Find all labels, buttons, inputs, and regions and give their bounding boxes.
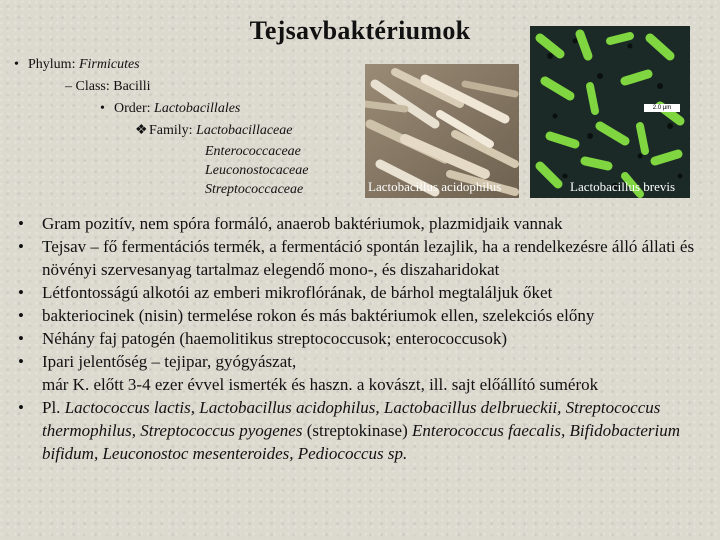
list-item: • Létfontosságú alkotói az emberi mikroflórának, de bárhol megtaláljuk őket <box>18 281 708 304</box>
diamond-bullet-icon: ❖ <box>135 123 148 138</box>
phylum-value: Firmicutes <box>78 57 140 72</box>
taxonomy-class: – Class: Bacilli <box>65 79 151 94</box>
list-item: • Ipari jelentőség – tejipar, gyógyászat, már K. előtt 3-4 ezer évvel ismerték és haszn. a kovászt, ill. sajt előállító sumérok <box>18 350 708 396</box>
family-value: Leuconostocaceae <box>205 163 309 178</box>
family-value: Lactobacillaceae <box>196 123 293 138</box>
order-value: Lactobacillales <box>154 101 241 116</box>
slide-title: Tejsavbaktériumok <box>249 16 471 45</box>
lactobacillus-acidophilus-image <box>365 64 519 198</box>
list-item: • Néhány faj patogén (haemolitikus streptococcusok; enterococcusok) <box>18 327 708 350</box>
class-value: Bacilli <box>113 79 151 94</box>
bullet-icon: • <box>14 57 19 72</box>
list-item: • bakteriocinek (nisin) termelése rokon és más baktériumok ellen, szelekciós előny <box>18 304 708 327</box>
list-item: • Pl. Lactococcus lactis, Lactobacillus acidophilus, Lactobacillus delbrueckii, Streptococcus thermophilus, Streptococcus pyogenes (streptokinase) Enterococcus faecalis, Bifidobacterium bifidum, Leuconostoc mesenteroides, Pediococcus sp. <box>18 396 708 465</box>
family-value: Streptococcaceae <box>205 182 304 197</box>
taxonomy-order: • Order: Lactobacillales <box>100 101 241 116</box>
main-bullet-list <box>18 212 708 465</box>
lactobacillus-brevis-image <box>530 26 690 198</box>
bullet-icon: • <box>100 101 105 116</box>
family-value: Enterococcaceae <box>205 144 301 159</box>
image-caption: Lactobacillus brevis <box>570 179 676 194</box>
taxonomy-phylum: • Phylum: Firmicutes <box>14 57 140 72</box>
image-caption: Lactobacillus acidophilus <box>368 179 502 194</box>
list-item: • Tejsav – fő fermentációs termék, a fermentáció spontán lezajlik, ha a rendelkezésre álló állati és növényi szervesanyag tartalmaz elegendő mono-, és diszaharidokat <box>18 235 708 281</box>
list-item: • Gram pozitív, nem spóra formáló, anaerob baktériumok, plazmidjaik vannak <box>18 212 708 235</box>
taxonomy-family: ❖Family: Lactobacillaceae <box>135 123 293 138</box>
scale-bar: 2.0 µm <box>644 104 680 112</box>
